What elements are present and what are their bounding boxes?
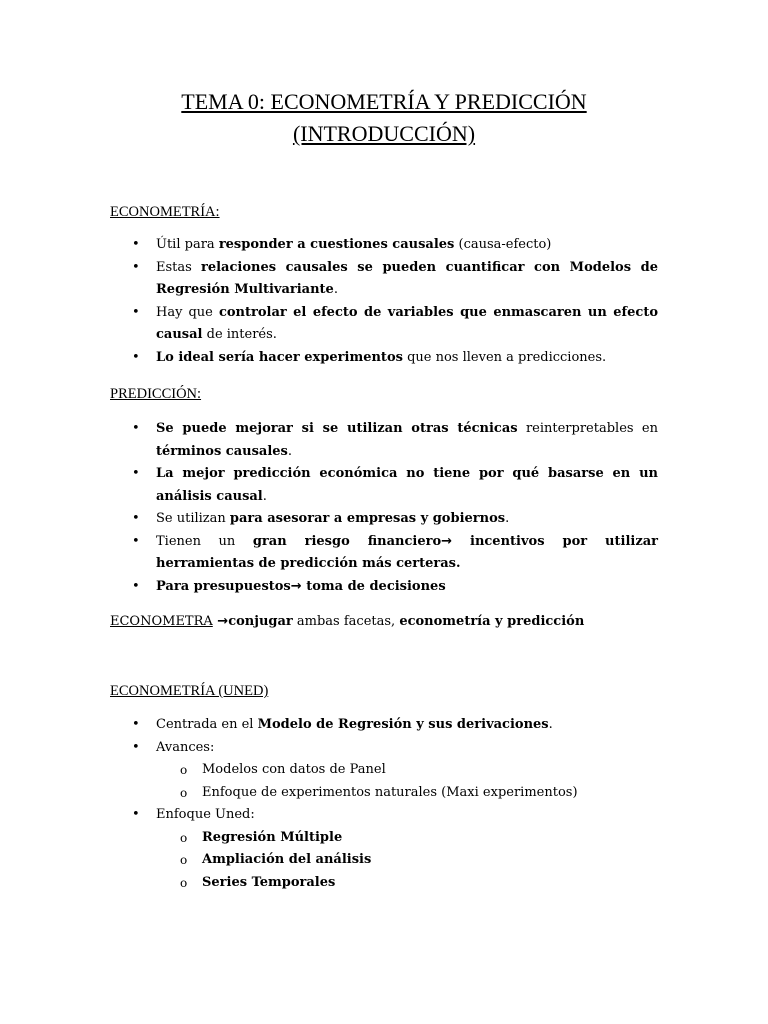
title-line-1: TEMA 0: ECONOMETRÍA Y PREDICCIÓN bbox=[181, 89, 587, 114]
sub-list-item: o Modelos con datos de Panel bbox=[202, 759, 658, 782]
list-item: • Tienen un gran riesgo financiero→ incentivos por utilizar herramientas de predicción más certeras. bbox=[156, 531, 658, 576]
prediccion-list bbox=[0, 418, 768, 598]
list-item: • Hay que controlar el efecto de variables que enmascaren un efecto causal de interés. bbox=[156, 302, 658, 347]
sub-list-item: o Series Temporales bbox=[202, 872, 658, 895]
list-item: • Lo ideal sería hacer experimentos que nos lleven a predicciones. bbox=[156, 347, 658, 370]
heading-uned: ECONOMETRÍA (UNED) bbox=[110, 683, 269, 699]
uned-list bbox=[0, 714, 768, 894]
list-item: • Se puede mejorar si se utilizan otras técnicas reinterpretables en términos causales. bbox=[156, 418, 658, 463]
arrow-icon: → bbox=[212, 614, 229, 629]
econometria-list bbox=[0, 234, 768, 369]
heading-prediccion: PREDICCIÓN: bbox=[110, 386, 202, 402]
sub-list-item: o Ampliación del análisis bbox=[202, 849, 658, 872]
list-item: • Enfoque Uned: bbox=[156, 804, 658, 827]
list-item: • La mejor predicción económica no tiene por qué basarse en un análisis causal. bbox=[156, 463, 658, 508]
sub-list-item: o Regresión Múltiple bbox=[202, 827, 658, 850]
list-item: • Avances: bbox=[156, 737, 658, 760]
list-item: • Se utilizan para asesorar a empresas y gobiernos. bbox=[156, 508, 658, 531]
sub-list-item: o Enfoque de experimentos naturales (Maxi experimentos) bbox=[202, 782, 658, 805]
list-item: • Estas relaciones causales se pueden cuantificar con Modelos de Regresión Multivariante. bbox=[156, 257, 658, 302]
list-item: • Centrada en el Modelo de Regresión y sus derivaciones. bbox=[156, 714, 658, 737]
econometra-line: ECONOMETRA →conjugar ambas facetas, econometría y predicción bbox=[110, 614, 585, 629]
heading-econometria: ECONOMETRÍA: bbox=[110, 204, 220, 220]
list-item: • Para presupuestos→ toma de decisiones bbox=[156, 576, 658, 599]
arrow-icon: → bbox=[441, 533, 453, 549]
arrow-icon: → bbox=[290, 578, 302, 594]
title-line-2: (INTRODUCCIÓN) bbox=[292, 121, 476, 146]
list-item: • Útil para responder a cuestiones causales (causa-efecto) bbox=[156, 234, 658, 257]
page-title bbox=[110, 86, 658, 150]
